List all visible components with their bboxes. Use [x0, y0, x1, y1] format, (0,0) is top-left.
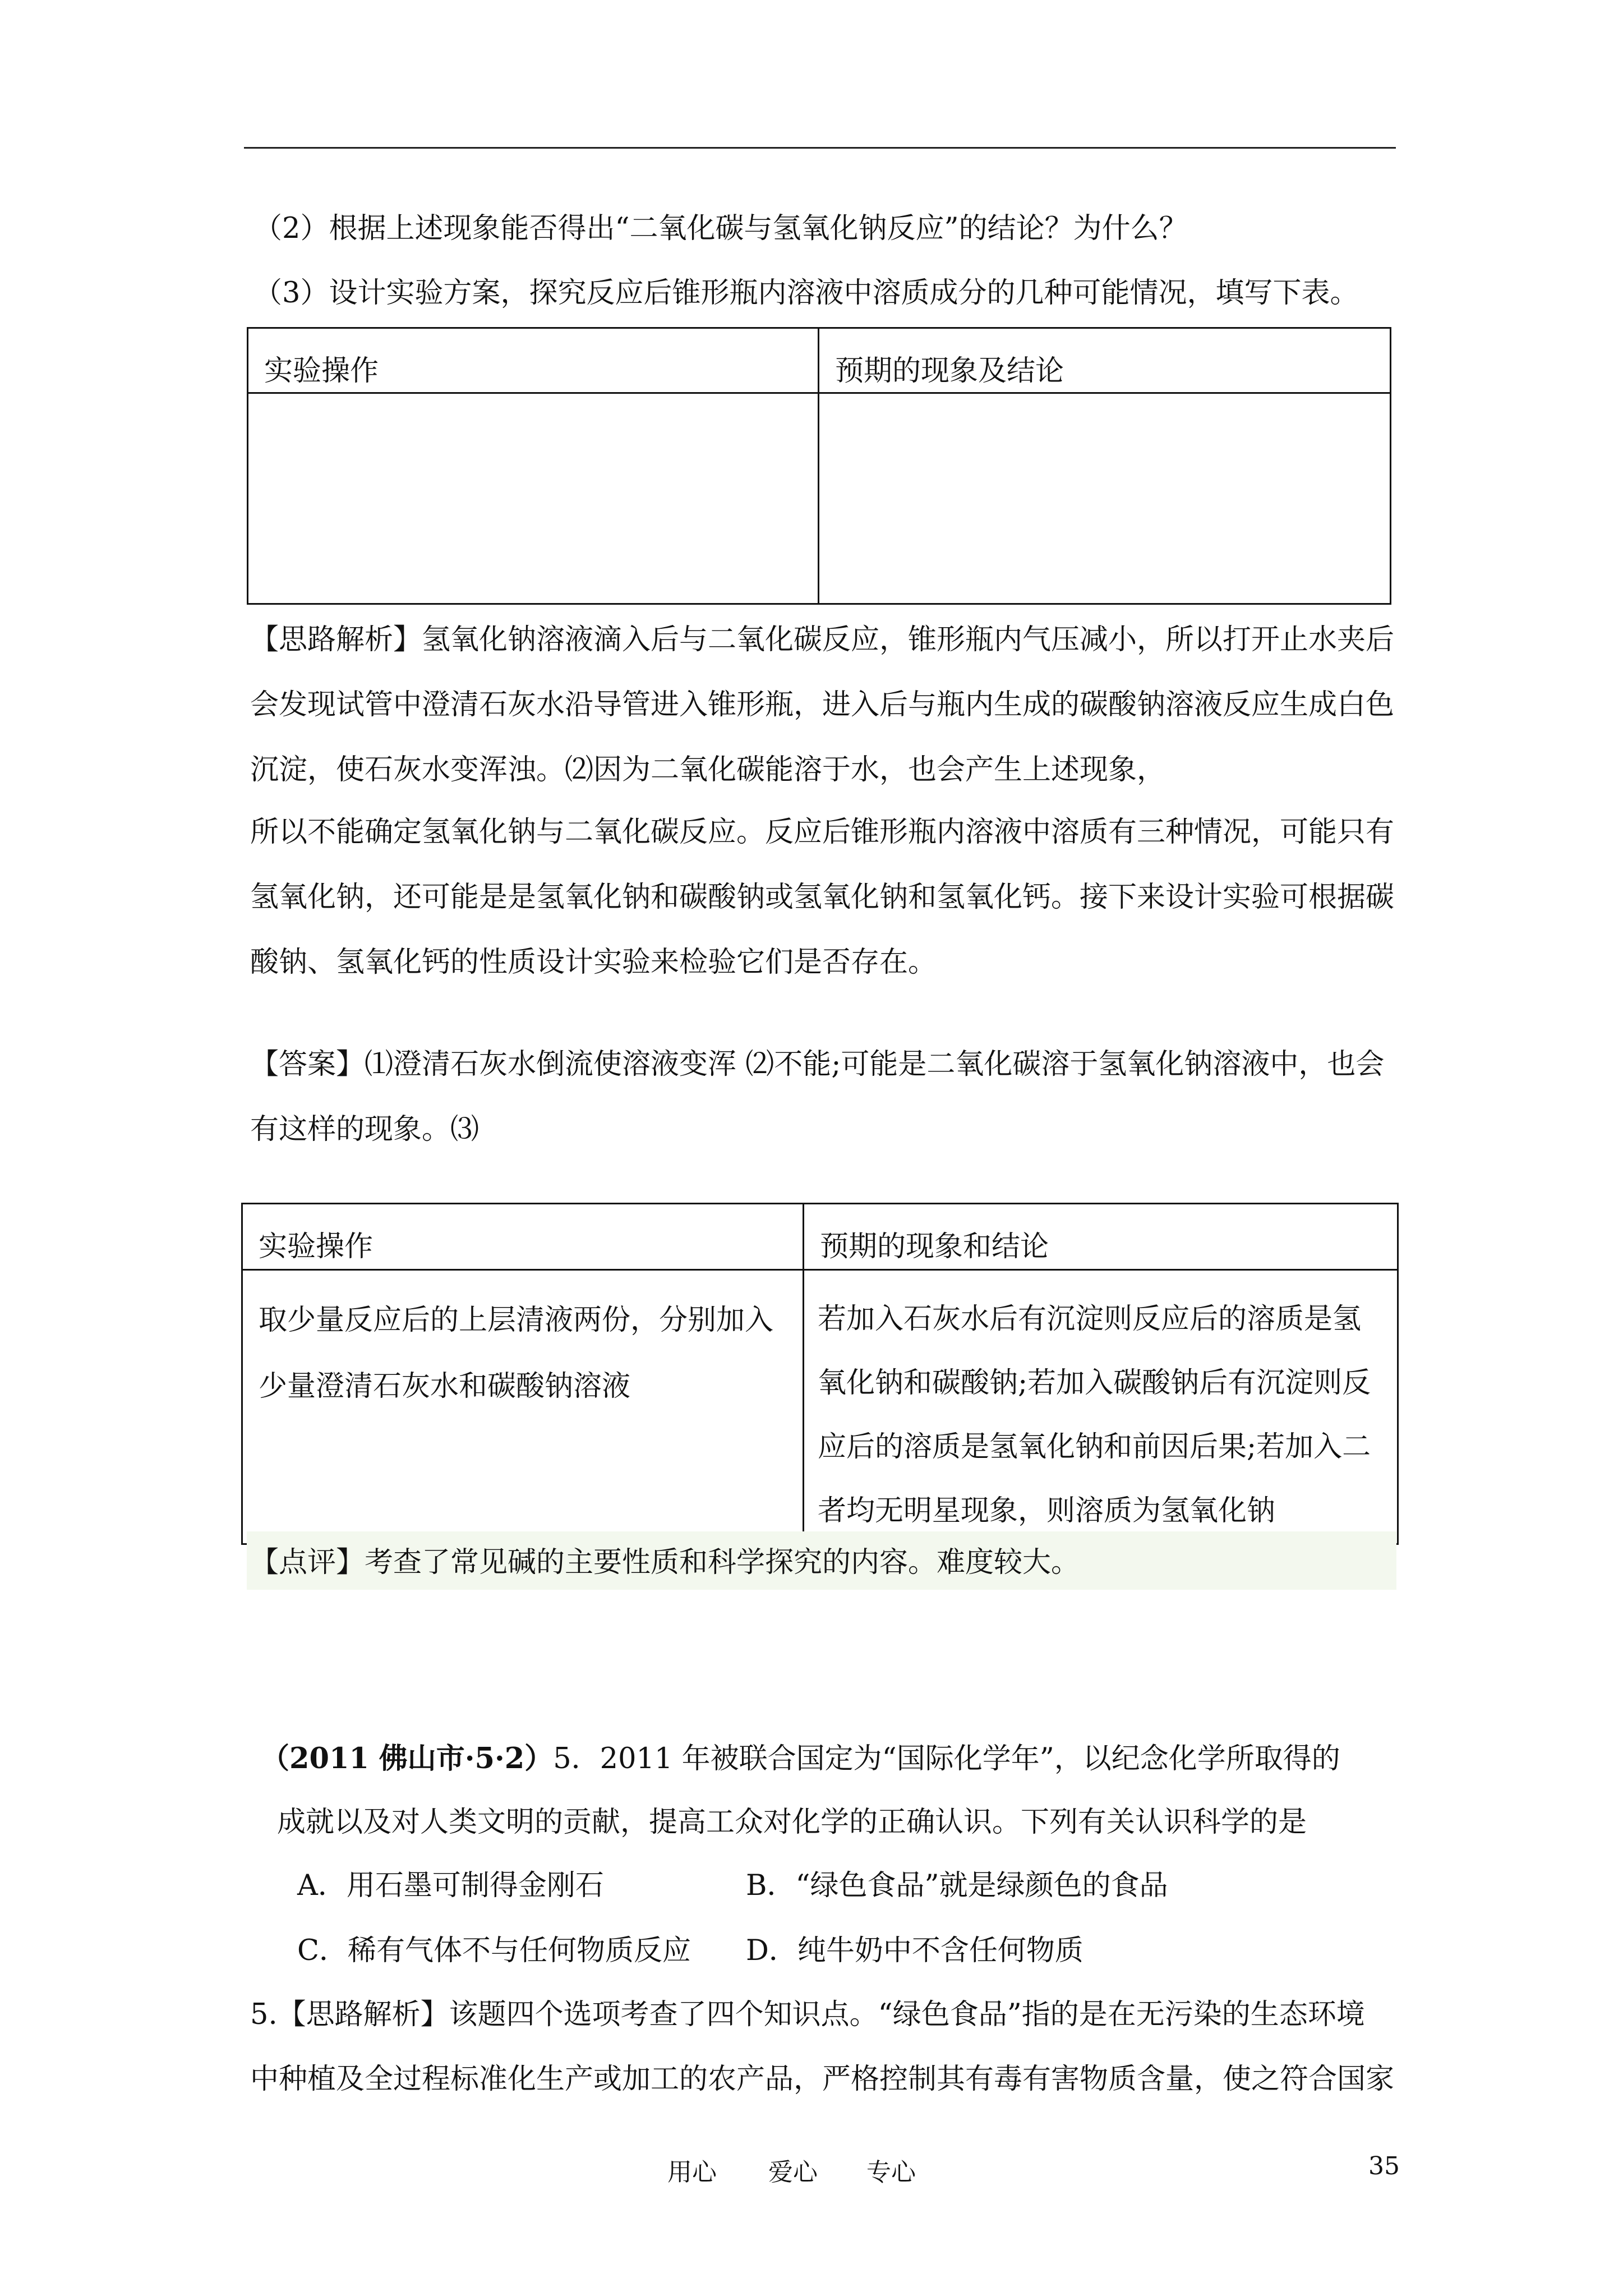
- q3-text: （3）设计实验方案，探究反应后锥形瓶内溶液中溶质成分的几种可能情况，填写下表。: [253, 277, 1359, 310]
- analysis-line-6: 酸钠、氢氧化钙的性质设计实验来检验它们是否存在。: [250, 946, 937, 979]
- q5-stem-start: 5．2011 年被联合国定为“国际化学年”，以纪念化学所取得的: [553, 1742, 1340, 1775]
- q5-line-1: [261, 1742, 1340, 1775]
- q5-line-2: 成就以及对人类文明的贡献，提高工众对化学的正确认识。下列有关认识科学的是: [277, 1806, 1307, 1839]
- blank-table-header-result: 预期的现象及结论: [819, 328, 1391, 393]
- answer-line-2: 有这样的现象。⑶: [250, 1113, 479, 1146]
- answer-table-header-result: 预期的现象和结论: [804, 1204, 1398, 1270]
- answer-table-cell-result: [804, 1270, 1398, 1544]
- answer-result-line-3: 应后的溶质是氢氧化钠和前因后果;若加入二: [818, 1430, 1371, 1464]
- answer-experiment-table: [241, 1203, 1399, 1545]
- answer-result-line-2: 氧化钠和碳酸钠;若加入碳酸钠后有沉淀则反: [818, 1366, 1371, 1400]
- q5-analysis-line-2: 中种植及全过程标准化生产或加工的农产品，严格控制其有毒有害物质含量，使之符合国家: [250, 2063, 1395, 2096]
- footer-word-2: 爱心: [768, 2158, 818, 2187]
- blank-table-header-operation: 实验操作: [248, 328, 819, 393]
- blank-table-cell-result[interactable]: [819, 393, 1391, 604]
- footer-word-1: 用心: [667, 2158, 717, 2187]
- page-number: 35: [1368, 2152, 1400, 2180]
- q5-option-a: A．用石墨可制得金刚石: [297, 1869, 604, 1902]
- q5-option-b: B．“绿色食品”就是绿颜色的食品: [746, 1869, 1168, 1902]
- analysis-line-2: 会发现试管中澄清石灰水沿导管进入锥形瓶，进入后与瓶内生成的碳酸钠溶液反应生成白色: [250, 688, 1395, 721]
- answer-line-1: 【答案】⑴澄清石灰水倒流使溶液变浑 ⑵不能;可能是二氧化碳溶于氢氧化钠溶液中，也会: [250, 1048, 1385, 1081]
- answer-table-cell-operation: [242, 1270, 804, 1544]
- footer-word-3: 专心: [866, 2158, 916, 2187]
- comment-text: 【点评】考查了常见碱的主要性质和科学探究的内容。难度较大。: [250, 1546, 1080, 1579]
- answer-table-header-operation: 实验操作: [242, 1204, 804, 1270]
- answer-operation-line-1: 取少量反应后的上层清液两份，分别加入: [259, 1304, 774, 1337]
- answer-result-line-4: 者均无明星现象，则溶质为氢氧化钠: [818, 1494, 1276, 1527]
- blank-table-cell-operation[interactable]: [248, 393, 819, 604]
- q5-source: （2011 佛山市·5·2）: [261, 1742, 554, 1775]
- analysis-line-3: 沉淀，使石灰水变浑浊。⑵因为二氧化碳能溶于水，也会产生上述现象，: [250, 753, 1166, 786]
- header-rule: [244, 147, 1396, 149]
- blank-experiment-table: [247, 327, 1391, 605]
- analysis-line-1: 【思路解析】氢氧化钠溶液滴入后与二氧化碳反应，锥形瓶内气压减小，所以打开止水夹后: [250, 623, 1395, 656]
- q5-analysis-line-1: 5.【思路解析】该题四个选项考查了四个知识点。“绿色食品”指的是在无污染的生态环境: [250, 1998, 1365, 2031]
- q5-option-c: C．稀有气体不与任何物质反应: [297, 1934, 691, 1967]
- q5-option-d: D．纯牛奶中不含任何物质: [746, 1934, 1083, 1967]
- q2-text: （2）根据上述现象能否得出“二氧化碳与氢氧化钠反应”的结论？为什么？: [253, 212, 1188, 245]
- answer-operation-line-2: 少量澄清石灰水和碳酸钠溶液: [259, 1370, 631, 1403]
- analysis-line-4: 所以不能确定氢氧化钠与二氧化碳反应。反应后锥形瓶内溶液中溶质有三种情况，可能只有: [250, 816, 1395, 849]
- answer-result-line-1: 若加入石灰水后有沉淀则反应后的溶质是氢: [818, 1303, 1362, 1336]
- analysis-line-5: 氢氧化钠，还可能是是氢氧化钠和碳酸钠或氢氧化钠和氢氧化钙。接下来设计实验可根据碳: [250, 881, 1395, 914]
